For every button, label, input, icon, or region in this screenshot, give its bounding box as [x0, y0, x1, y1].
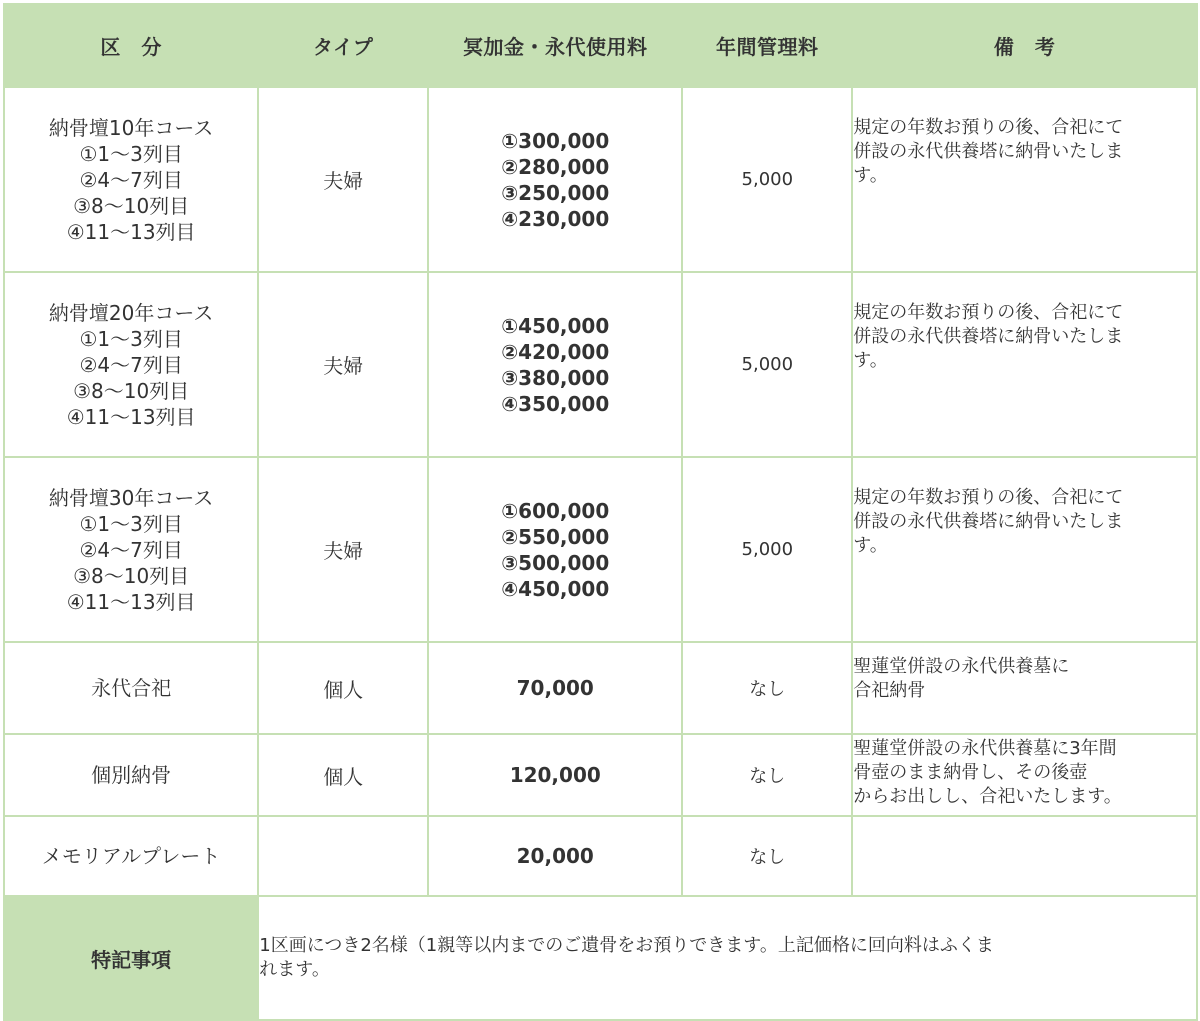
category-cell: メモリアルプレート [4, 816, 258, 896]
note-cell [852, 816, 1197, 896]
price-line: ③380,000 [501, 365, 610, 390]
price-line: ①450,000 [501, 313, 610, 338]
table-row [4, 272, 1197, 457]
table-row [4, 816, 1197, 896]
price-line: ④450,000 [501, 576, 610, 601]
note-cell [852, 734, 1197, 816]
price-line: ④230,000 [501, 206, 610, 231]
category-line: 納骨壇10年コース [48, 115, 214, 140]
type-cell: 個人 [258, 642, 428, 734]
header-type: タイプ [258, 4, 428, 87]
note-line: 規定の年数お預りの後、合祀にて [853, 487, 1124, 508]
price-cell: 20,000 [428, 816, 682, 896]
category-line: ①1～3列目 [79, 326, 183, 351]
type-cell: 個人 [258, 734, 428, 816]
special-notes-text [258, 896, 1197, 1020]
price-line: ③250,000 [501, 180, 610, 205]
price-line: ②420,000 [501, 339, 610, 364]
note-line: 聖蓮堂併設の永代供養墓に [853, 656, 1070, 677]
type-cell: 夫婦 [258, 457, 428, 642]
table-row [4, 87, 1197, 272]
price-line: ③500,000 [501, 550, 610, 575]
category-line: ②4～7列目 [79, 167, 183, 192]
annual-fee-cell: 5,000 [682, 87, 852, 272]
special-notes-row [4, 896, 1197, 1020]
price-cell [428, 457, 682, 642]
note-line: 併設の永代供養塔に納骨いたしま [853, 326, 1124, 347]
price-cell: 70,000 [428, 642, 682, 734]
category-line: ④11～13列目 [66, 219, 196, 244]
header-row [4, 4, 1197, 87]
category-cell: 個別納骨 [4, 734, 258, 816]
price-line: ④350,000 [501, 391, 610, 416]
price-cell [428, 87, 682, 272]
category-cell [4, 457, 258, 642]
annual-fee-cell: なし [682, 816, 852, 896]
type-cell: 夫婦 [258, 272, 428, 457]
price-line: ①600,000 [501, 498, 610, 523]
category-line: ③8～10列目 [73, 193, 190, 218]
note-cell [852, 642, 1197, 734]
special-notes-line: 1区画につき2名様（1親等以内までのご遺骨をお預りできます。上記価格に回向料はふくま [259, 935, 994, 956]
type-cell [258, 816, 428, 896]
category-line: ④11～13列目 [66, 404, 196, 429]
note-line: す。 [853, 350, 888, 371]
annual-fee-cell: 5,000 [682, 457, 852, 642]
note-line: 併設の永代供養塔に納骨いたしま [853, 511, 1124, 532]
category-cell [4, 272, 258, 457]
price-cell: 120,000 [428, 734, 682, 816]
note-line: す。 [853, 535, 888, 556]
note-line: 規定の年数お預りの後、合祀にて [853, 302, 1124, 323]
price-table [3, 3, 1198, 1021]
type-cell: 夫婦 [258, 87, 428, 272]
header-notes: 備 考 [852, 4, 1197, 87]
category-line: ①1～3列目 [79, 141, 183, 166]
category-line: 納骨壇30年コース [48, 485, 214, 510]
annual-fee-cell: 5,000 [682, 272, 852, 457]
table-row [4, 734, 1197, 816]
category-line: ③8～10列目 [73, 378, 190, 403]
special-notes-label: 特記事項 [4, 896, 258, 1020]
note-cell [852, 87, 1197, 272]
note-line: 骨壺のまま納骨し、その後壺 [853, 762, 1088, 783]
note-cell [852, 457, 1197, 642]
price-line: ②280,000 [501, 154, 610, 179]
annual-fee-cell: なし [682, 734, 852, 816]
table-row [4, 457, 1197, 642]
header-price: 冥加金・永代使用料 [428, 4, 682, 87]
note-cell [852, 272, 1197, 457]
header-category: 区 分 [4, 4, 258, 87]
category-cell: 永代合祀 [4, 642, 258, 734]
price-line: ①300,000 [501, 128, 610, 153]
header-annual-fee: 年間管理料 [682, 4, 852, 87]
note-line: す。 [853, 165, 888, 186]
category-line: 納骨壇20年コース [48, 300, 214, 325]
category-line: ③8～10列目 [73, 563, 190, 588]
table-row [4, 642, 1197, 734]
note-line: 聖蓮堂併設の永代供養墓に3年間 [853, 738, 1117, 759]
note-line: 併設の永代供養塔に納骨いたしま [853, 141, 1124, 162]
category-line: ②4～7列目 [79, 537, 183, 562]
special-notes-line: れます。 [259, 959, 330, 980]
category-line: ④11～13列目 [66, 589, 196, 614]
price-cell [428, 272, 682, 457]
category-line: ②4～7列目 [79, 352, 183, 377]
note-line: 合祀納骨 [853, 680, 926, 701]
category-cell [4, 87, 258, 272]
category-line: ①1～3列目 [79, 511, 183, 536]
price-line: ②550,000 [501, 524, 610, 549]
annual-fee-cell: なし [682, 642, 852, 734]
note-line: からお出しし、合祀いたします。 [853, 786, 1122, 807]
note-line: 規定の年数お預りの後、合祀にて [853, 117, 1124, 138]
